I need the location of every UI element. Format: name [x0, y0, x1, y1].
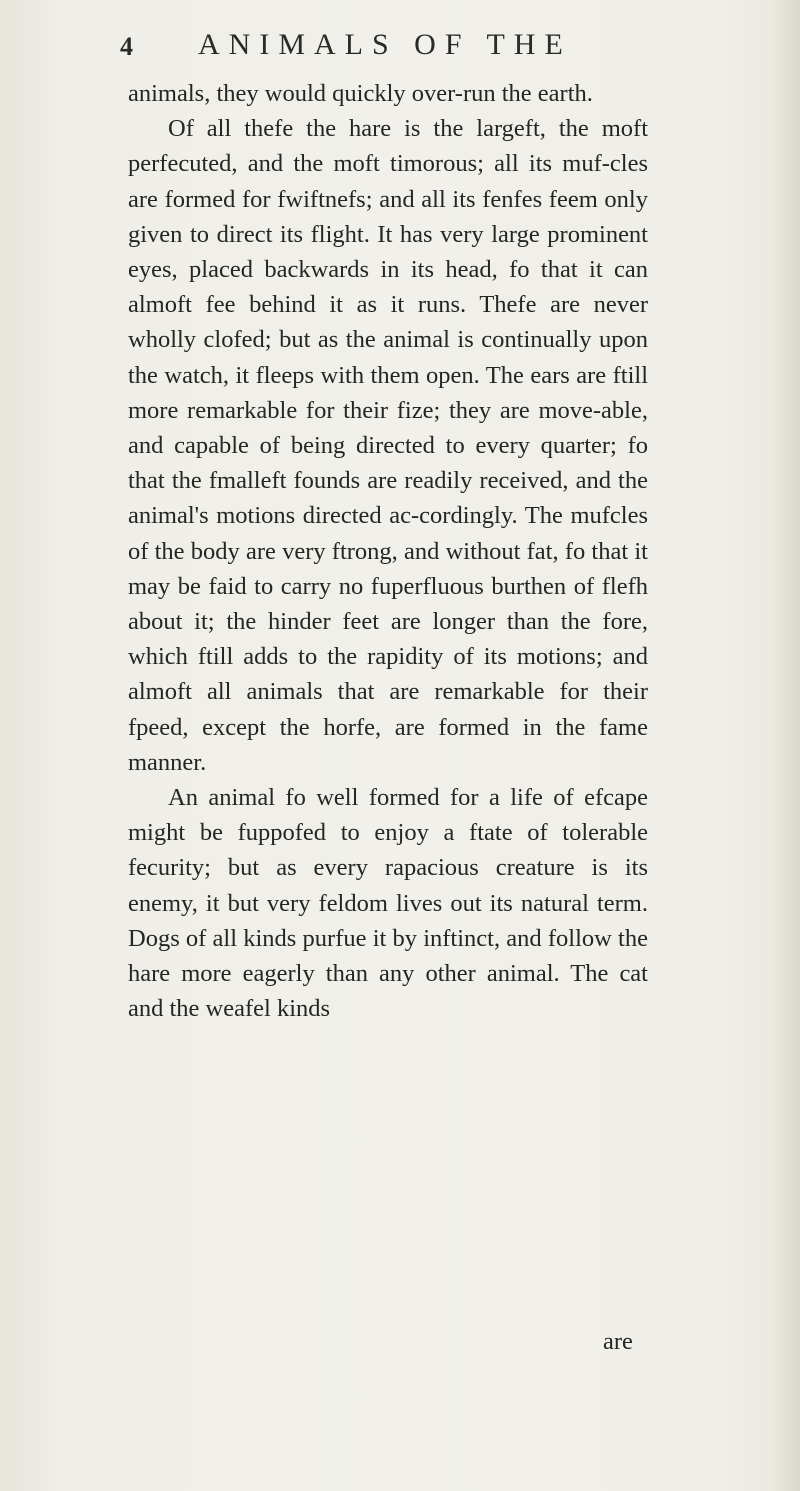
catchword: are [603, 1328, 633, 1355]
paragraph-hare-enemies: An animal fo well formed for a life of efcape might be fuppofed to enjoy a ftate of tolerable fecurity; but as every rapacious creature is its enemy, it but very feldom lives out its natural term. Dogs of all kinds purfue it by inftinct, and follow the hare more eagerly than any other animal. The cat and the weafel kinds [128, 784, 648, 1023]
page-header [120, 28, 640, 72]
page-number: 4 [120, 32, 133, 61]
paragraph-continuation: animals, they would quickly over-run the earth. [128, 80, 593, 107]
page-edge-shadow [772, 0, 800, 1491]
body-text [128, 76, 648, 1026]
running-head: ANIMALS OF THE [198, 28, 572, 61]
paragraph-hare-description: Of all thefe the hare is the largeft, the moft perfecuted, and the moft timorous; all its muf-cles are formed for fwiftnefs; and all its fenfes feem only given to direct its flight. It has very large prominent eyes, placed backwards in its head, fo that it can almoft fee behind it as it runs. Thefe are never wholly clofed; but as the animal is continually upon the watch, it fleeps with them open. The ears are ftill more remarkable for their fize; they are move-able, and capable of being directed to every quarter; fo that the fmalleft founds are readily received, and the animal's motions directed ac-cordingly. The mufcles of the body are very ftrong, and without fat, fo that it may be faid to carry no fuperfluous burthen of flefh about it; the hinder feet are longer than the fore, which ftill adds to the rapidity of its motions; and almoft all animals that are remarkable for their fpeed, except the horfe, are formed in the fame manner. [128, 115, 648, 776]
